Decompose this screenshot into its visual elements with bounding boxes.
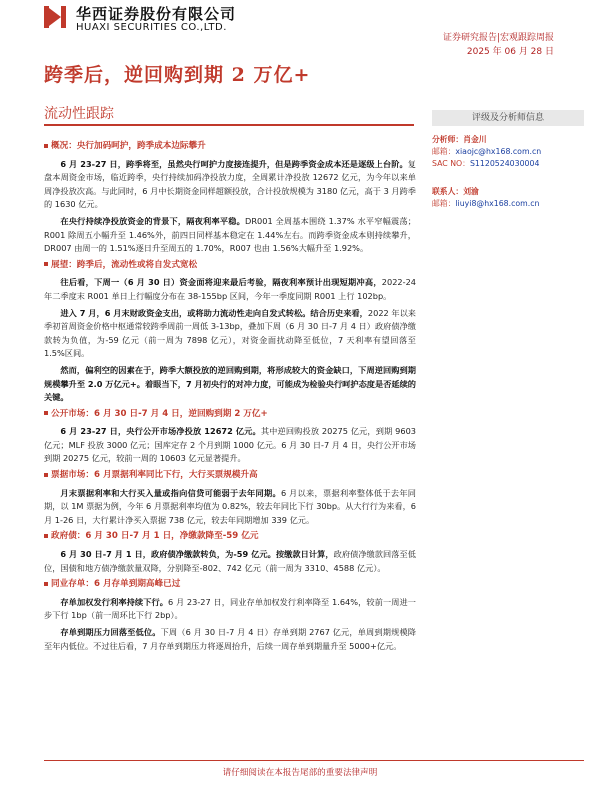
bullet-icon xyxy=(44,144,48,148)
analyst-sac: SAC NO：S1120524030004 xyxy=(432,159,540,168)
paragraph: 存单加权发行利率持续下行。6 月 23-27 日，同业存单加权发行利率降至 1.64%，较前一周进一步下行 1bp（前一周环比下行 2bp）。 xyxy=(44,596,416,621)
report-type: 证券研究报告|宏观跟踪周报 xyxy=(442,33,554,43)
paragraph: 6 月 23-27 日，跨季将至，虽然央行呵护力度接连提升，但是跨季资金成本还是逐级上台阶。复盘本周资金市场，临近跨季，央行持续加码净投放力度，全周累计净投放 12672 亿元，为今年以来单周净投放次高。与此同时，6 月中长期资金同样超额投放，合计投放规模为 3180 亿元，高于 3 月跨季的 1630 亿元。 xyxy=(44,158,416,210)
page-header xyxy=(0,0,600,57)
subheading-open-market: 公开市场：6 月 30 日-7 月 4 日，逆回购到期 2 万亿+ xyxy=(44,408,416,422)
company-name-cn: 华西证券股份有限公司 xyxy=(76,5,237,23)
main-content xyxy=(44,138,416,656)
analyst-sidebar xyxy=(432,110,584,210)
bullet-icon xyxy=(44,411,48,415)
bullet-icon xyxy=(44,473,48,477)
paragraph: 往后看，下周一（6 月 30 日）资金面将迎来最后考验，隔夜利率预计出现短期冲高，2022-24 年二季度末 R001 单日上行幅度分布在 38-155bp 区间，今年一季度同期 R001 上行 102bp。 xyxy=(44,277,416,301)
bullet-icon xyxy=(44,262,48,266)
legal-notice: 请仔细阅读在本报告尾部的重要法律声明 xyxy=(222,768,378,778)
footer-divider xyxy=(44,760,584,761)
subheading-ncd: 同业存单：6 月存单到期高峰已过 xyxy=(44,578,416,592)
subheading-bill-market: 票据市场：6 月票据利率同比下行，大行买票规模升高 xyxy=(44,469,416,483)
section-label: 流动性跟踪 xyxy=(44,106,114,122)
contact-name: 联系人：刘渝 xyxy=(432,187,479,196)
subheading-overview: 概况：央行加码呵护，跨季成本边际攀升 xyxy=(44,140,416,154)
section-divider xyxy=(44,124,414,126)
sidebar-heading: 评级及分析师信息 xyxy=(432,110,584,126)
paragraph: 进入 7 月，6 月末财政资金支出，或将助力流动性走向自发式转松。结合历史来看，2022 年以来季初首周资金价格中枢通常较跨季周前一周低 3-13bp，叠加下周（6 月 30 日-7 月 4 日）政府债净缴款转为负值，为-59 亿元（前一周为 7898 亿元），对资金面扰动降至低位，7 天利率有望回落至 1.5%区间。 xyxy=(44,307,416,359)
subheading-outlook: 展望：跨季后，流动性或将自发式宽松 xyxy=(44,259,416,273)
report-title: 跨季后，逆回购到期 2 万亿+ xyxy=(44,64,311,86)
paragraph: 然而，偏利空的因素在于，跨季大额投放的逆回购到期，将形成较大的资金缺口，下周逆回购到期规模攀升至 2.0 万亿元+。着眼当下，7 月初央行的对冲力度，可能成为检验央行呵护态度是否延续的关键。 xyxy=(44,364,416,403)
paragraph: 月末票据利率和大行买入量或指向信贷可能弱于去年同期。6 月以来，票据利率整体低于去年同期，以 1M 票据为例，今年 6 月票据利率均值为 0.82%，较去年同比下行 30bp。从大行行为来看，6 月 1-26 日，大行累计净买入票据 738 亿元，较去年同期增加 339 亿元。 xyxy=(44,487,416,525)
contact-email: 邮箱：liuyi8@hx168.com.cn xyxy=(432,199,540,208)
analyst-name: 分析师：肖金川 xyxy=(432,135,487,144)
subheading-government-bonds: 政府债：6 月 30 日-7 月 1 日，净缴款降至-59 亿元 xyxy=(44,530,416,544)
bullet-icon xyxy=(44,534,48,538)
paragraph: 6 月 23-27 日，央行公开市场净投放 12672 亿元。其中逆回购投放 20275 亿元，到期 9603 亿元；MLF 投放 3000 亿元；国库定存 2 个月到期 1000 亿元。6 月 30 日-7 月 4 日，央行公开市场到期 20275 亿元，较前一周的 10603 亿元显著提升。 xyxy=(44,426,416,464)
report-date: 2025 年 06 月 28 日 xyxy=(466,47,554,57)
company-name-en: HUAXI SECURITIES CO.,LTD. xyxy=(76,22,227,33)
paragraph: 存单到期压力回落至低位。下周（6 月 30 日-7 月 4 日）存单到期 2767 亿元，单周到期规模降至年内低位。不过往后看，7 月存单到期压力将逐周抬升，后续一周存单到期量升至 5000+亿元。 xyxy=(44,627,416,651)
analyst-email: 邮箱：xiaojc@hx168.com.cn xyxy=(432,147,542,156)
bullet-icon xyxy=(44,582,48,586)
paragraph: 在央行持续净投放资金的背景下，隔夜利率平稳。DR001 全周基本围绕 1.37% 水平窄幅震荡；R001 除周五小幅升至 1.46%外，前四日同样基本稳定在 1.44%左右。而跨季资金成本则持续攀升，DR007 由周一的 1.51%逐日升至周五的 1.70%，R007 也由 1.56%大幅升至 1.92%。 xyxy=(44,215,416,254)
huaxi-logo-icon xyxy=(42,4,68,30)
paragraph: 6 月 30 日-7 月 1 日，政府债净缴款转负，为-59 亿元。按缴款日计算，政府债净缴款回落至低位，国债和地方债净缴款量双降，分别降至-802、742 亿元（前一周为 3310、4588 亿元）。 xyxy=(44,549,416,573)
